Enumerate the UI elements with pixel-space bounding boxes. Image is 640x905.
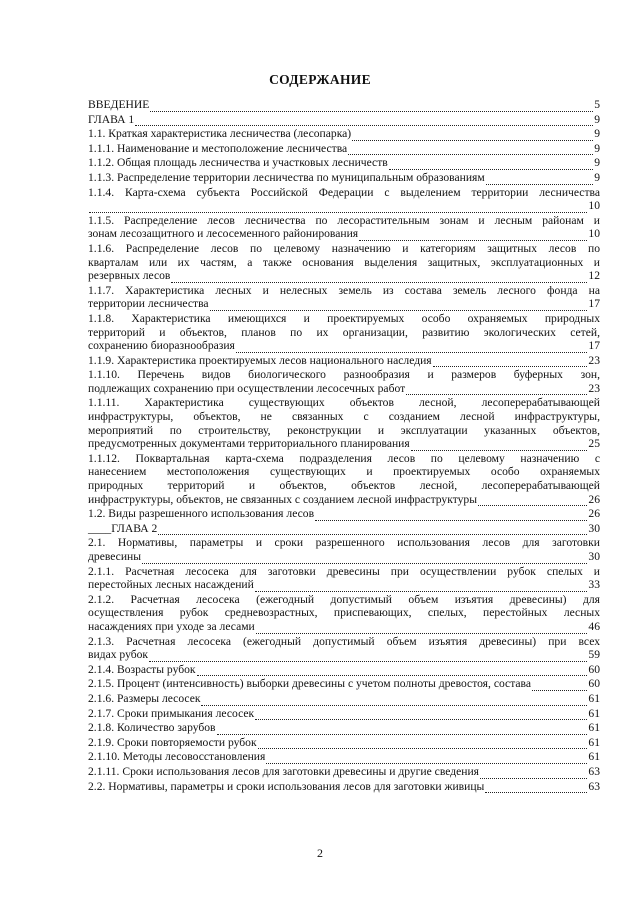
toc-entry-text: 1.1.8. Характеристика имеющихся и проектируемых особо охраняемых природных bbox=[88, 311, 600, 325]
dot-leader bbox=[135, 116, 593, 126]
dot-leader bbox=[406, 385, 587, 395]
toc-entry-text: 2.1.6. Размеры лесосек bbox=[88, 691, 201, 705]
toc-entry-text: 1.1.3. Распределение территории лесничества по муниципальным образованиям bbox=[88, 170, 485, 184]
toc-page-number: 30 bbox=[588, 550, 600, 563]
toc-page-number: 26 bbox=[588, 492, 600, 506]
toc-entry-text: видах рубок bbox=[88, 648, 149, 662]
toc-entry-text: 2.1.4. Возрасты рубок bbox=[88, 662, 196, 676]
page-title: СОДЕРЖАНИЕ bbox=[269, 72, 371, 87]
toc-entry-intro[interactable] bbox=[88, 98, 600, 112]
toc-entry-text: 2.1.2. Расчетная лесосека (ежегодный допустимый объем изъятия древесины) для bbox=[88, 592, 600, 606]
toc-entry-text: сохранению биоразнообразия bbox=[88, 339, 235, 353]
dot-leader bbox=[478, 496, 587, 506]
toc-entry-text: 2.1.5. Процент (интенсивность) выборки древесины с учетом полноты древостоя, состава bbox=[88, 677, 532, 691]
dot-leader bbox=[210, 301, 588, 311]
toc-entry-text: природных территорий и объектов, объектов лесной, лесоперерабатывающей bbox=[88, 479, 600, 493]
dot-leader bbox=[389, 160, 593, 170]
toc-page-number: 9 bbox=[594, 170, 600, 184]
toc-entry-ch1[interactable] bbox=[88, 113, 600, 127]
toc-page-number: 60 bbox=[588, 677, 600, 691]
toc-page-number: 59 bbox=[588, 648, 600, 662]
toc-entry-s1_1_7[interactable] bbox=[88, 284, 600, 311]
toc-entry-text: предусмотренных документами территориального планирования bbox=[88, 437, 410, 451]
dot-leader bbox=[171, 273, 587, 283]
toc-page-number: 61 bbox=[588, 691, 600, 705]
toc-entry-s1_1_3[interactable] bbox=[88, 171, 600, 185]
toc-entry-s2_1_8[interactable] bbox=[88, 721, 600, 735]
dot-leader bbox=[255, 582, 588, 592]
toc-entry-text: территорий и объектов, планов по их организации, развитию экологических сетей, bbox=[88, 325, 600, 339]
toc-entry-text: мероприятий по строительству, реконструкции и эксплуатации указанных объектов, bbox=[88, 423, 600, 437]
toc-entry-text: инфраструктуры, объектов, не связанных с созданием лесной инфраструктуры, bbox=[88, 410, 600, 424]
toc-entry-s2_1_11[interactable] bbox=[88, 765, 600, 779]
toc-entry-text: зонам лесозащитного и лесосеменного районирования bbox=[88, 227, 359, 241]
toc-page-number: 9 bbox=[594, 127, 600, 141]
toc-entry-s2_1_3[interactable] bbox=[88, 635, 600, 662]
dot-leader bbox=[201, 696, 587, 706]
dot-leader bbox=[485, 783, 587, 793]
toc-entry-text: кварталам или их частям, а также основания выделения защитных, эксплуатационных и bbox=[88, 255, 600, 269]
toc-entry-s1_1_10[interactable] bbox=[88, 368, 600, 395]
toc-entry-text: 1.1.6. Распределение лесов по целевому назначению и категориям защитных лесов по bbox=[88, 241, 600, 255]
toc-entry-s2_1_9[interactable] bbox=[88, 736, 600, 750]
dot-leader bbox=[236, 343, 588, 353]
dot-leader bbox=[486, 175, 594, 185]
dot-leader bbox=[352, 131, 593, 141]
toc-entry-s1_1_2[interactable] bbox=[88, 156, 600, 170]
toc-entry-text: подлежащих сохранению при осуществлении лесосечных работ bbox=[88, 381, 406, 395]
toc-page-number: 61 bbox=[588, 735, 600, 749]
toc-entry-text: 1.1.11. Характеристика существующих объектов лесной, лесоперерабатывающей bbox=[88, 396, 600, 410]
toc-entry-s2_1_4[interactable] bbox=[88, 663, 600, 677]
toc-entry-s1_1_12[interactable] bbox=[88, 452, 600, 506]
toc-entry-s1_1_4[interactable] bbox=[88, 186, 600, 213]
dot-leader bbox=[149, 652, 587, 662]
toc-page-number: 60 bbox=[588, 662, 600, 676]
toc-entry-text: 2.2. Нормативы, параметры и сроки использования лесов для заготовки живицы bbox=[88, 779, 485, 793]
toc-entry-s2_1_10[interactable] bbox=[88, 750, 600, 764]
toc-entry-text: 2.1. Нормативы, параметры и сроки разрешенного использования лесов для заготовки bbox=[88, 536, 600, 550]
toc-page-number: 33 bbox=[588, 578, 600, 592]
toc-entry-text: ____ГЛАВА 2 bbox=[88, 521, 158, 535]
toc-page-number: 17 bbox=[588, 297, 600, 311]
toc-page-number: 61 bbox=[588, 721, 600, 735]
dot-leader bbox=[315, 511, 587, 521]
toc-entry-text: ВВЕДЕНИЕ bbox=[88, 98, 150, 111]
toc-entry-text: перестойных лесных насаждений bbox=[88, 578, 254, 592]
toc-page-number: 30 bbox=[588, 521, 600, 535]
toc-entry-text: территории лесничества bbox=[88, 297, 209, 311]
dot-leader bbox=[256, 624, 588, 634]
toc-entry-s1_1_5[interactable] bbox=[88, 214, 600, 241]
toc-entry-text: 2.1.10. Методы лесовосстановления bbox=[88, 750, 266, 764]
dot-leader bbox=[532, 681, 587, 691]
toc-entry-text: 1.2. Виды разрешенного использования лесов bbox=[88, 507, 315, 521]
toc-entry-text: 1.1. Краткая характеристика лесничества (лесопарка) bbox=[88, 127, 352, 141]
dot-leader bbox=[266, 754, 587, 764]
table-of-contents bbox=[88, 98, 600, 794]
toc-page-number: 63 bbox=[588, 779, 600, 793]
toc-entry-text: 2.1.1. Расчетная лесосека для заготовки древесины при осуществлении рубок спелых и bbox=[88, 564, 600, 578]
toc-entry-text: 2.1.7. Сроки примыкания лесосек bbox=[88, 706, 255, 720]
toc-entry-text: 1.1.4. Карта-схема субъекта Российской Федерации с выделением территории лесничества bbox=[88, 185, 600, 199]
dot-leader bbox=[433, 357, 588, 367]
dot-leader bbox=[89, 203, 587, 213]
dot-leader bbox=[197, 666, 588, 676]
toc-entry-s2_1_5[interactable] bbox=[88, 677, 600, 691]
toc-entry-s1_1_1[interactable] bbox=[88, 142, 600, 156]
dot-leader bbox=[142, 554, 587, 564]
toc-entry-text: резервных лесов bbox=[88, 269, 171, 283]
toc-page-number: 12 bbox=[588, 269, 600, 283]
toc-entry-s2_1_7[interactable] bbox=[88, 707, 600, 721]
toc-entry-text: 1.1.2. Общая площадь лесничества и участковых лесничеств bbox=[88, 156, 388, 170]
toc-entry-s1_1_11[interactable] bbox=[88, 396, 600, 450]
dot-leader bbox=[255, 710, 587, 720]
toc-page-number: 9 bbox=[594, 112, 600, 126]
toc-page-number: 25 bbox=[588, 437, 600, 451]
toc-entry-s2_1_2[interactable] bbox=[88, 593, 600, 634]
toc-entry-text: древесины bbox=[88, 550, 142, 563]
toc-page-number: 23 bbox=[588, 353, 600, 367]
toc-entry-text: 1.1.10. Перечень видов биологического разнообразия и размеров буферных зон, bbox=[88, 368, 600, 382]
toc-entry-text: 2.1.8. Количество зарубов bbox=[88, 721, 216, 735]
toc-entry-s2_1_6[interactable] bbox=[88, 692, 600, 706]
toc-entry-s1_1[interactable] bbox=[88, 127, 600, 141]
toc-page-number: 10 bbox=[588, 227, 600, 241]
toc-entry-text: ГЛАВА 1 bbox=[88, 112, 135, 126]
toc-entry-s2_2[interactable] bbox=[88, 780, 600, 794]
toc-entry-text: 2.1.3. Расчетная лесосека (ежегодный допустимый объем изъятия древесины) при всех bbox=[88, 634, 600, 648]
toc-entry-text: 1.1.9. Характеристика проектируемых лесов национального наследия bbox=[88, 353, 432, 367]
dot-leader bbox=[480, 769, 587, 779]
toc-page-number: 9 bbox=[594, 141, 600, 155]
toc-page-number: 61 bbox=[588, 706, 600, 720]
page-number: 2 bbox=[317, 846, 323, 860]
toc-entry-text: 1.1.1. Наименование и местоположение лесничества bbox=[88, 141, 348, 155]
dot-leader bbox=[258, 739, 588, 749]
toc-entry-s1_1_9[interactable] bbox=[88, 354, 600, 368]
toc-page-number: 63 bbox=[588, 764, 600, 778]
toc-page-number: 23 bbox=[588, 381, 600, 395]
dot-leader bbox=[217, 725, 588, 735]
toc-entry-text: 1.1.12. Поквартальная карта-схема подразделения лесов по целевому назначению с bbox=[88, 451, 600, 465]
toc-entry-text: нанесением местоположения существующих и проектируемых особо охраняемых bbox=[88, 465, 600, 479]
toc-entry-text: осуществления рубок средневозрастных, приспевающих, спелых, перестойных лесных bbox=[88, 606, 600, 620]
toc-entry-text: 2.1.9. Сроки повторяемости рубок bbox=[88, 735, 257, 749]
toc-entry-text: инфраструктуры, объектов, не связанных с созданием лесной инфраструктуры bbox=[88, 492, 478, 506]
toc-page-number: 10 bbox=[588, 199, 600, 213]
toc-entry-text: насаждениях при уходе за лесами bbox=[88, 619, 255, 633]
toc-page-number: 9 bbox=[594, 156, 600, 170]
toc-page-number: 17 bbox=[588, 339, 600, 353]
toc-entry-s1_2[interactable] bbox=[88, 507, 600, 521]
toc-entry-ch2[interactable] bbox=[88, 522, 600, 536]
dot-leader bbox=[359, 231, 587, 241]
toc-entry-s2_1[interactable] bbox=[88, 536, 600, 563]
toc-entry-s1_1_6[interactable] bbox=[88, 242, 600, 283]
toc-page-number: 61 bbox=[588, 750, 600, 764]
toc-entry-text: 2.1.11. Сроки использования лесов для заготовки древесины и другие сведения bbox=[88, 764, 480, 778]
toc-page-number: 5 bbox=[594, 98, 600, 111]
dot-leader bbox=[150, 102, 593, 112]
toc-entry-s2_1_1[interactable] bbox=[88, 565, 600, 592]
toc-page-number: 46 bbox=[588, 619, 600, 633]
toc-entry-text: 1.1.7. Характеристика лесных и нелесных земель из состава земель лесного фонда на bbox=[88, 283, 600, 297]
dot-leader bbox=[158, 525, 587, 535]
dot-leader bbox=[348, 145, 593, 155]
toc-entry-text: 1.1.5. Распределение лесов лесничества по лесорастительным зонам и лесным районам и bbox=[88, 213, 600, 227]
toc-entry-s1_1_8[interactable] bbox=[88, 312, 600, 353]
toc-page-number: 26 bbox=[588, 507, 600, 521]
dot-leader bbox=[411, 441, 588, 451]
